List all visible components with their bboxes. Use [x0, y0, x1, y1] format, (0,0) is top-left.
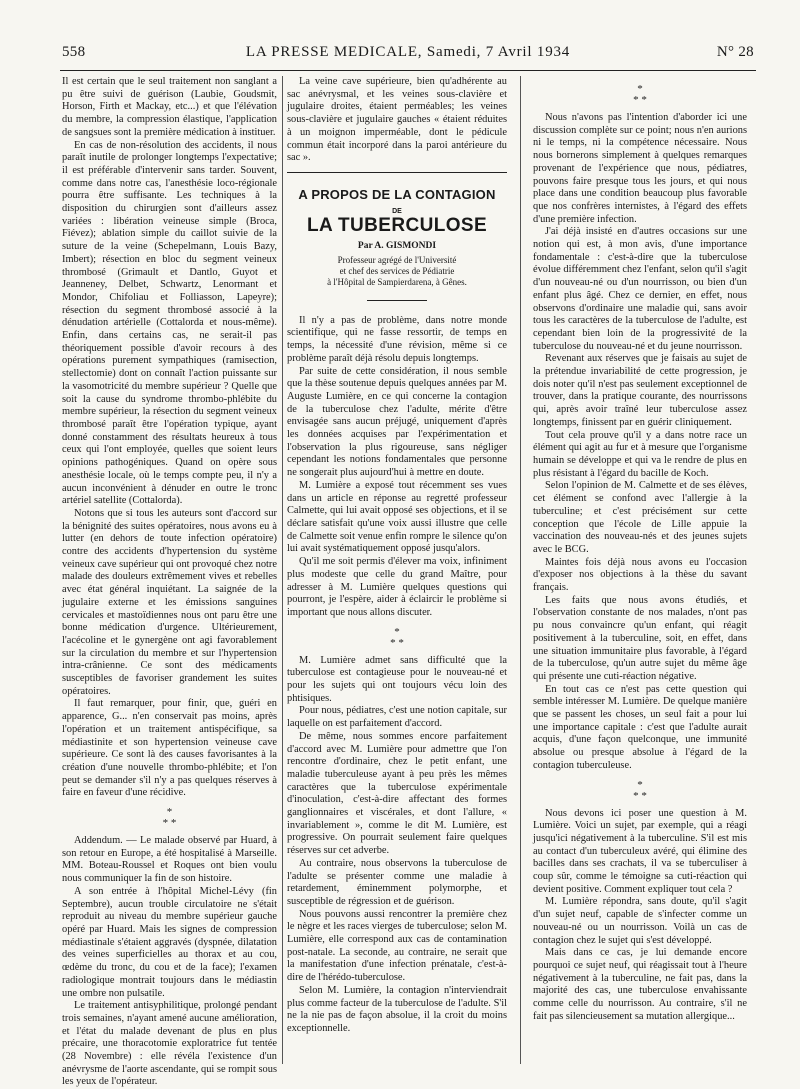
- separator-stars: * *: [633, 789, 647, 802]
- paragraph: Revenant aux réserves que je faisais au sujet de la prétendue invariabilité de cette progression, je dois noter qu'il n'est pas seulement exceptionnel de trouver, dans la pratique courante, des nourrissons qui, après avoir traîné leur tuberculose assez longtemps, finissent par en guérir cliniquement.: [533, 353, 747, 428]
- paragraph: Nous pouvons aussi rencontrer la première chez le nègre et les races vierges de tuberculose; selon M. Lumière, elle correspond aux cas de contamination post-natale. La seconde, au contraire, ne serait que la manifestation d'une infection prénatale, c'est-à-dire de l'hérédo-tuberculose.: [287, 908, 507, 984]
- separator-stars: * *: [633, 94, 647, 106]
- paragraph: Les faits que nous avons étudiés, et l'observation constante de nos malades, n'ont pas pu nous convaincre qu'un enfant, qui réagit positivement à la tuberculine, soit, en effet, dans une situation immunitaire plus favorable, à l'égard de la tuberculose, qu'un autre sujet du même âge qui présente une cuti-réaction négative.: [533, 594, 747, 682]
- article-title-de: DE: [392, 207, 402, 215]
- paragraph: En tout cas ce n'est pas cette question qui semble intéresser M. Lumière. De quelque manière que se passent les choses, un seul fait a pour lui une importance capitale : c'est que l'adulte aurait acquis, d'une façon quelconque, une immunité absolue ou presque absolue à l'égard de la contagion tuberculeuse.: [533, 683, 747, 771]
- article-short-rule: [367, 300, 427, 301]
- paragraph: Notons que si tous les auteurs sont d'accord sur la bénignité des suites opératoires, nous avons eu à lutter (en dehors de toute infection opératoire) contre des accidents d'hypertension du système veineux cave supérieur qui ont provoqué chez notre malade des douleurs extrêmement vives et rebelles avec état général inquiétant. La saignée de la jugulaire externe et les émissions sanguines cervicales et mastoïdiennes nous ont paru être une bonne médication d'urgence. Ultérieurement, l'acécoline et le gynergène ont agi favorablement sur la circulation du membre et sur l'hypertension intra-crânienne. Ce sont des médicaments susceptibles de favoriser grandement les suites opératoires.: [62, 507, 277, 697]
- separator-stars: * *: [390, 636, 404, 649]
- column-divider: [520, 76, 521, 1064]
- journal-title-text: LA PRESSE MEDICALE, Samedi, 7 Avril 1934: [245, 44, 571, 60]
- paragraph: M. Lumière admet sans difficulté que la tuberculose est contagieuse pour le nouveau-né et pour les sujets qui ont toujours vécu loin des phtisiques.: [287, 654, 507, 704]
- paragraph: Au contraire, nous observons la tuberculose de l'adulte se présenter comme une maladie à retardement, éminemment polymorphe, et susceptible de régression et de guérison.: [287, 857, 507, 907]
- paragraph: M. Lumière répondra, sans doute, qu'il s'agit d'un sujet neuf, capable de s'infecter comme un nouveau-né ou un nourrisson. Voilà un cas de contagion chez le sujet qui s'est développé.: [533, 896, 747, 946]
- paragraph: M. Lumière a exposé tout récemment ses vues dans un article en réponse au regretté professeur Calmette, qui lui avait opposé ses objections, et il se déclare satisfait qu'une voix aussi illustre que celle de Calmette soit venue enfin rompre le silence qu'on lui avait systématiquement opposé jusqu'alors.: [287, 479, 507, 555]
- section-separator: [62, 807, 277, 829]
- paragraph: Maintes fois déjà nous avons eu l'occasion d'exposer nos objections à la thèse du savant français.: [533, 556, 747, 594]
- paragraph: De même, nous sommes encore parfaitement d'accord avec M. Lumière pour admettre que l'on rencontre d'ordinaire, chez le petit enfant, une maladie tuberculeuse ayant à peu près les mêmes caractères que la tuberculose expérimentale d'inoculation, c'est-à-dire affectant des formes ganglionnaires et viscérales, et dont l'allure, « invariablement », comme le dit M. Lumière, est progressive. On pourrait seulement faire quelques réserves sur cet adverbe.: [287, 730, 507, 857]
- paragraph: A son entrée à l'hôpital Michel-Lévy (fin Septembre), aucun trouble circulatoire ne s'était reproduit au niveau du membre supérieur gauche opéré par Huard. Mais les signes de compression médiastinale s'étaient aggravés (dyspnée, dilatation des veines superficielles au thorax et au cou, œdème du tronc, du cou et de la face); l'examen radiologique montrait toujours dans le médiastin une ombre non pulsatile.: [62, 885, 277, 999]
- paragraph: Il faut remarquer, pour finir, que, guéri en apparence, G... n'en conservait pas moins, après l'opération et un traitement antispécifique, sa médiastinite et son hypertension veineuse cave supérieure. Ce sont là des causes favorisantes à la création d'une nouvelle thrombo-phlébite; et l'on peut se demander s'il n'y a pas quelques réserves à faire en faveur d'une récidive.: [62, 698, 277, 799]
- addendum-paragraph: Addendum. — Le malade observé par Huard, à son retour en Europe, a été hospitalisé à Marseille. MM. Boteau-Roussel et Roques ont bien voulu nous communiquer la fin de son histoire.: [62, 835, 277, 885]
- paragraph: Par suite de cette considération, il nous semble que la thèse soutenue depuis quelques années par M. Auguste Lumière, en ce qui concerne la contagion de la tuberculose chez l'adulte, mérite d'être envisagée sans aucun préjugé, uniquement d'après les données acquises par l'expérimentation et l'observation la plus rigoureuse, sans négliger cependant les notions fondamentales que personne ne songerait plus aujourd'hui à mettre en doute.: [287, 365, 507, 479]
- article-title-line2: LA TUBERCULOSE: [306, 215, 488, 237]
- separator-star: *: [637, 83, 643, 95]
- paragraph: La veine cave supérieure, bien qu'adhérente au sac anévrysmal, et les veines sous-clavière et jugulaire droites, étaient perméables; les veines sous-clavière et jugulaire gauches « étaient réduites à un moignon imperméable, dont le pédicule commun était incorporé dans la paroi antérieure du sac ».: [287, 76, 507, 164]
- section-separator: [533, 780, 747, 802]
- separator-star: *: [394, 625, 400, 638]
- column-left: [62, 76, 277, 1088]
- column-divider: [282, 76, 283, 1064]
- affiliation-line: Professeur agrégé de l'Université: [337, 254, 457, 265]
- paragraph: Nous n'avons pas l'intention d'aborder ici une discussion complète sur ce point; nous n'en aurions ni le temps, ni la compétence nécessaire. Nous nous bornerons simplement à quelques remarques provenant de l'expérience que nous, pédiatres, pouvons faire presque tous les jours, et qui nous place dans une condition beaucoup plus favorable que nos confrères internistes, à l'égard des effets d'une première infection.: [533, 112, 747, 225]
- paragraph: Mais dans ce cas, je lui demande encore pourquoi ce sujet neuf, qui réagissait tout à l'heure négativement à la tuberculine, ne fait pas, dans la majorité des cas, une tuberculose envahissante comme celle du nourrisson. Au contraire, s'il ne fait pas silencieusement sa mutation allergique...: [533, 947, 747, 1022]
- page-header: [62, 44, 754, 64]
- paragraph: Tout cela prouve qu'il y a dans notre race un élément qui agit au fur et à mesure que l'organisme humain se développe et qui va le rendre de plus en plus résistant à l'égard du bacille de Koch.: [533, 429, 747, 479]
- article-title-line1: A PROPOS DE LA CONTAGION: [298, 186, 496, 202]
- separator-star: *: [166, 806, 173, 819]
- author-affiliation: [287, 255, 507, 288]
- separator-star: *: [637, 778, 643, 791]
- paragraph: J'ai déjà insisté en d'autres occasions sur une notion qui est, à mon avis, d'une importance fondamentale : c'est-à-dire que la tuberculose évolue différemment chez l'enfant, selon qu'il s'agit d'un nouveau-né ou d'un nourrisson, ou bien d'un enfant plus âgé. Chez ce dernier, en effet, nous observons d'ordinaire une maladie qui, sans avoir tous les caractères de la tuberculose de l'adulte, est cependant bien loin de la progressivité de la tuberculose du nouveau-né et du jeune nourrisson.: [533, 226, 747, 352]
- section-separator: [533, 84, 747, 106]
- separator-stars: * *: [162, 817, 177, 830]
- journal-title: [62, 44, 754, 61]
- paragraph: Selon l'opinion de M. Calmette et de ses élèves, cet élément se confond avec l'allergie à la tuberculine; et c'est précisément sur cette conception que l'école de Lille appuie la vaccination des nouveau-nés et des jeunes sujets avec le BCG.: [533, 480, 747, 555]
- issue-number: N° 28: [716, 44, 754, 60]
- page-number: 558: [62, 44, 86, 60]
- paragraph: Qu'il me soit permis d'élever ma voix, infiniment plus modeste que celle du grand Maître, pour adresser à M. Lumière quelques questions qui pourront, je l'espère, aider à éclaircir le problème si important que nous allons discuter.: [287, 556, 507, 618]
- paragraph: Le traitement antisyphilitique, prolongé pendant trois semaines, n'ayant amené aucune amélioration, et l'état du malade devenant de plus en plus précaire, une thoracotomie exploratrice fut tentée (28 Novembre) : elle révéla l'existence d'un anévrysme de l'aorte ascendante, qui se rompit sous les yeux de l'opérateur.: [62, 1000, 277, 1088]
- paragraph: Nous devons ici poser une question à M. Lumière. Voici un sujet, par exemple, qui a réagi jusqu'ici négativement à la tuberculine. S'il est mis au contact d'un tuberculeux avéré, qui élimine des bacilles dans ses crachats, il va se tuberculiser à coup sûr, comme le témoigne sa cuti-réaction qui devient positive. Comment expliquer tout cela ?: [533, 807, 747, 895]
- paragraph: Il est certain que le seul traitement non sanglant a pu être suivi de guérison (Laubie, Goudsmit, Horson, Firth et Mackay, etc...) et que l'élévation du membre, la compression élastique, l'application de sangsues sont la première médication à instituer.: [62, 76, 277, 138]
- section-separator: [287, 627, 507, 649]
- paragraph: Selon M. Lumière, la contagion n'interviendrait plus comme facteur de la tuberculose de l'adulte. S'il ne la nie pas de façon absolue, il la croit du moins exceptionnelle.: [287, 984, 507, 1034]
- paragraph: En cas de non-résolution des accidents, il nous paraît inutile de prolonger longtemps l'expectative; il est préférable d'intervenir sans tarder. Souvent, comme dans notre cas, l'anesthésie loco-régionale pourra être suffisante. Les techniques à la disposition du chirurgien sont d'ailleurs assez variées : libération veineuse simple (Broca, Fiévez); ablation simple du caillot suivie de la suture de la veine (Schepelmann, Louis Bazy, Imbert); résection en bloc du segment veineux thrombosé (Grimault et Dantlo, Guyot et Jeanneney, Delbet, Schwartz, Lenormant et Mondor, Chifoliau et Folliasson, Lapeyre); résection du segment thrombosé associé à la dénudation artérielle (Cottalorda et nous-même). Enfin, dans certains cas, ne serait-il pas théoriquement possible d'avoir recours à des opérations purement sympathiques (ramisection, stellectomie) dont on connaît l'action puissante sur la vasomotricité du membre supérieur ? Quelle que soit la cause du syndrome thrombo-phlébite du membre supérieur, la résection du segment veineux thrombosé paraît être l'opération typique, ayant donné constamment des résultats heureux à tous ceux qui l'ont employée, quelles que soient leurs opinions pathogéniques. Quand on opère sous anesthésie locale, où le temps compte peu, il n'y a aucun inconvénient à dénuder en outre le tronc artériel satellite (Cottalorda).: [62, 139, 277, 507]
- article-top-rule: [287, 172, 507, 173]
- column-right: [533, 76, 747, 1068]
- affiliation-line: à l'Hôpital de Sampierdarena, à Gênes.: [327, 276, 467, 287]
- paragraph: Il n'y a pas de problème, dans notre monde scientifique, qui ne fasse ressortir, de temps en temps, la nécessité d'une révision, même si ce problème paraît déjà résolu depuis longtemps.: [287, 314, 507, 364]
- paragraph: Pour nous, pédiatres, c'est une notion capitale, sur laquelle on est parfaitement d'accord.: [287, 705, 507, 730]
- article-author: Par A. GISMONDI: [357, 241, 437, 252]
- header-rule: [60, 70, 756, 71]
- affiliation-line: et chef des services de Pédiatrie: [339, 265, 455, 276]
- column-middle: [287, 76, 507, 1068]
